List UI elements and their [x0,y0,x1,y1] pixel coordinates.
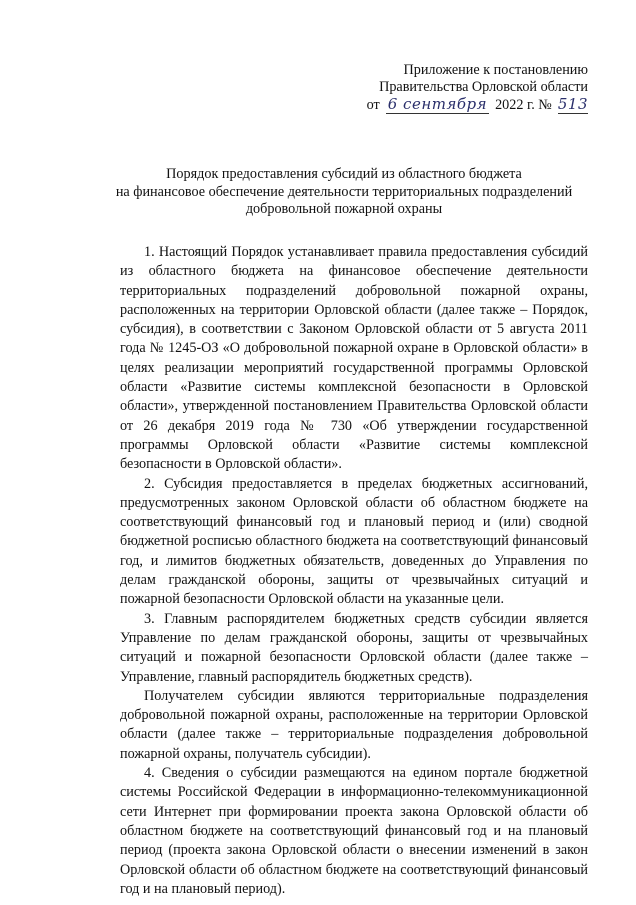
paragraph-3-text: 3. Главным распорядителем бюджетных средств субсидии является Управление по делам гражданской обороны, защиты от чрезвычайных ситуаций и пожарной безопасности Орловской области (далее также – Управление, главный распорядитель бюджетных средств). [120,610,588,685]
paragraph-1-text: 1. Настоящий Порядок устанавливает правила предоставления субсидий из областного бюджета на финансовое обеспечение деятельности территориальных подразделений добровольной пожарной охраны, расположенных на территории Орловской области (далее также – Порядок, субсидия), в соответствии с Законом Орловской области от 5 августа 2011 года № 1245-ОЗ «О добровольной пожарной охране в Орловской области» в целях реализации мероприятий государственной программы Орловской области «Развитие системы комплексной безопасности в Орловской области», утвержденной постановлением Правительства Орловской области от 26 декабря 2019 года № 730 «Об утверждении государственной программы Орловской области «Развитие системы комплексной безопасности в Орловской области». [120,244,588,473]
paragraph-2-text: 2. Субсидия предоставляется в пределах бюджетных ассигнований, предусмотренных законом Орловской области об областном бюджете на соответствующий финансовый год и плановый период и (или) сводной бюджетной росписью областного бюджета на соответствующий финансовый год, и лимитов бюджетных обязательств, доведенных до Управления по делам гражданской обороны, защиты от чрезвычайных ситуаций и пожарной безопасности Орловской области на указанные цели. [120,475,588,608]
year-number-label: 2022 г. № [495,97,552,113]
from-label: от [366,97,380,113]
title-line-2: на финансовое обеспечение деятельности территориальных подразделений [115,183,573,200]
paragraph-1 [120,243,588,475]
paragraph-3 [120,610,588,687]
paragraph-3b [120,687,588,764]
paragraph-4 [120,764,588,899]
appendix-date-line [358,96,588,114]
document-title [100,166,588,219]
appendix-line-2: Правительства Орловской области [379,79,588,95]
paragraph-2 [120,475,588,610]
paragraph-4-text: 4. Сведения о субсидии размещаются на едином портале бюджетной системы Российской Федерации в информационно-телекоммуникационной сети Интернет при формировании проекта закона Орловской области об областном бюджете на соответствующий финансовый год и на плановый период (проекта закона Орловской области о внесении изменений в закон Орловской области об областном бюджете на соответствующий финансовый год и на плановый период). [120,765,588,897]
paragraph-3b-text: Получателем субсидии являются территориальные подразделения добровольной пожарной охраны, расположенные на территории Орловской области (далее также – территориальные подразделения добровольной пожарной охраны, получатель субсидии). [120,687,588,762]
appendix-line-1: Приложение к постановлению [403,62,588,78]
appendix-header [358,62,588,114]
document-body [120,243,588,899]
title-line-3: добровольной пожарной охраны [245,201,443,217]
title-line-1: Порядок предоставления субсидий из областного бюджета [166,166,522,182]
handwritten-date: 6 сентября [387,95,488,113]
handwritten-number: 513 [557,95,588,113]
